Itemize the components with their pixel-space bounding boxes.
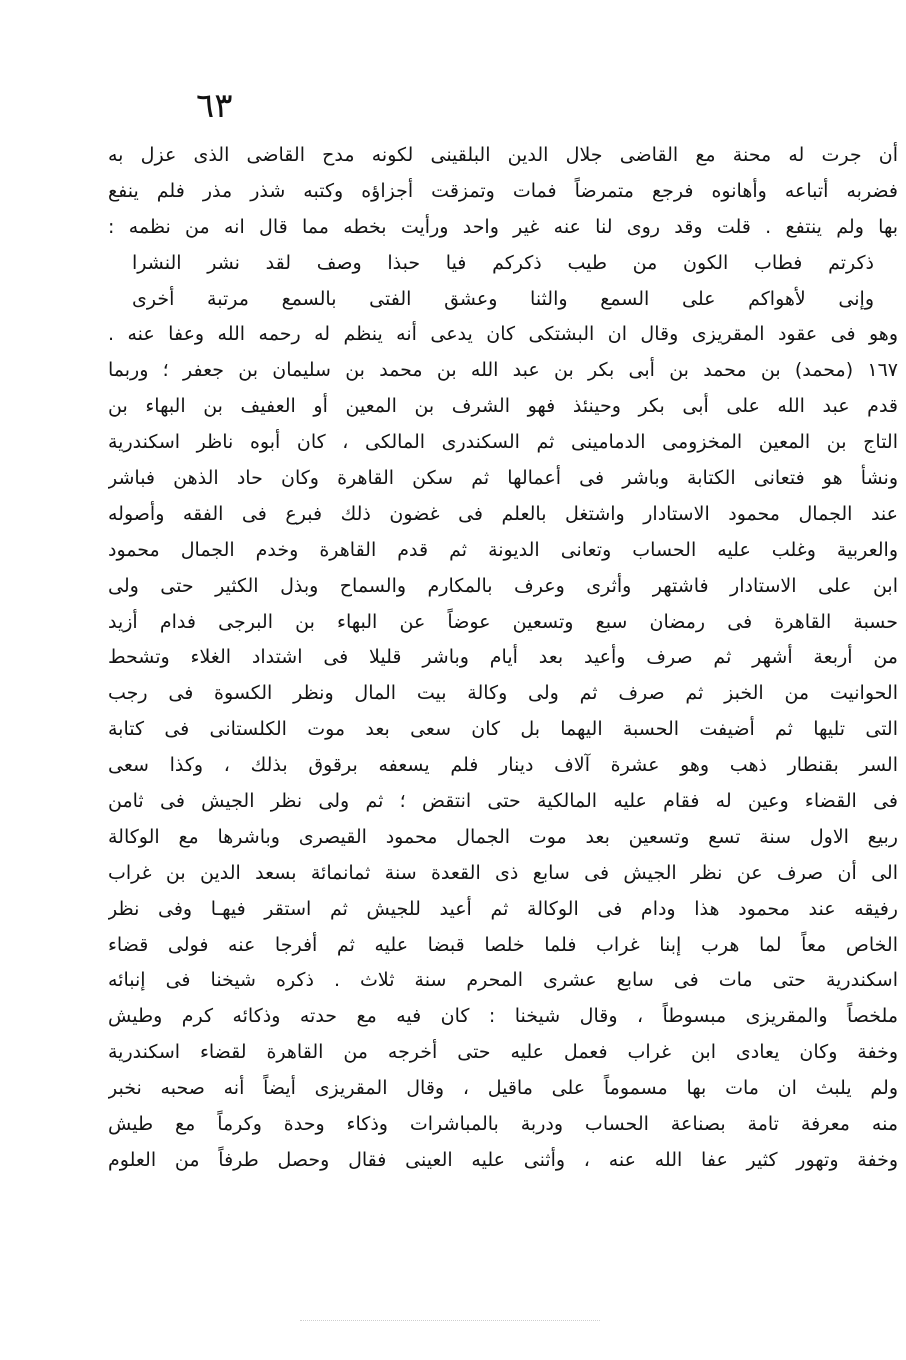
text-line: والعربية وغلب عليه الحساب وتعانى الديونة ثم قدم القاهرة وخدم الجمال محمود <box>108 538 898 561</box>
text-line: التاج بن المعين المخزومى الدمامينى ثم السكندرى المالكى ، كان أبوه ناظر اسكندرية <box>108 431 898 454</box>
text-line: وخفة وكان يعادى ابن غراب فعمل عليه حتى أخرجه من القاهرة لقضاء اسكندرية <box>108 1041 898 1064</box>
verse-line: وإنى لأهواكم على السمع والثنا وعشق الفتى بالسمع مرتبة أخرى <box>132 287 874 310</box>
text-line: حسبة القاهرة فى رمضان سبع وتسعين عوضاً عن البهاء بن البرجى فدام أزيد <box>108 610 898 633</box>
entry-heading-line: ١٦٧ (محمد) بن محمد بن أبى بكر بن عبد الله بن محمد بن سليمان بن جعفر ؛ وربما <box>108 359 898 382</box>
text-line: ابن على الاستادار فاشتهر وأثرى وعرف بالمكارم والسماح وبذل الكثير حتى ولى <box>108 574 898 597</box>
verse-line: ذكرتم فطاب الكون من طيب ذكركم فيا حبذا وصف لقد نشر النشرا <box>132 251 874 274</box>
text-line: وهو فى عقود المقريزى وقال ان البشتكى كان يدعى أنه ينظم له رحمه الله وعفا عنه . <box>108 323 898 346</box>
text-line: رفيقه عند محمود هذا ودام فى الوكالة ثم أعيد للجيش ثم استقر فيهـا وفى نظر <box>108 897 898 920</box>
text-line: التى تليها ثم أضيفت الحسبة اليهما بل كان سعى بعد موت الكلستانى فى كتابة <box>108 718 898 741</box>
text-line: الخاص معاً لما هرب إبنا غراب فلما خلصا قبضا عليه ثم أفرجا عنه فولى قضاء <box>108 933 898 956</box>
text-line: الحوانيت من الخبز ثم صرف ثم ولى وكالة بيت المال ونظر الكسوة فى رجب <box>108 682 898 705</box>
text-line: فى القضاء وعين له فقام عليه المالكية حتى انتقض ؛ ثم ولى نظر الجيش فى ثامن <box>108 790 898 813</box>
page-number: ٦٣ <box>196 86 233 126</box>
text-line: ربيع الاول سنة تسع وتسعين بعد موت الجمال محمود القيصرى وباشرها مع الوكالة <box>108 825 898 848</box>
arabic-text-body <box>108 138 898 1179</box>
text-line: عند الجمال محمود الاستادار واشتغل بالعلم فى غضون ذلك فبرع فى الفقه وأصوله <box>108 502 898 525</box>
text-line: منه معرفة تامة بصناعة الحساب ودربة بالمباشرات وذكاء وحدة وكرماً مع طيش <box>108 1113 898 1136</box>
scan-edge-mark <box>300 1320 600 1322</box>
text-line: السر بقنطار ذهب وهو عشرة آلاف دينار فلم يسعفه برقوق بذلك ، وكذا سعى <box>108 754 898 777</box>
text-line: الى أن صرف عن نظر الجيش فى سابع ذى القعدة سنة ثمانمائة بسعد الدين بن غراب <box>108 861 898 884</box>
text-line: أن جرت له محنة مع القاضى جلال الدين البلقينى لكونه مدح القاضى الذى عزل به <box>108 144 898 166</box>
text-line: بها ولم ينتفع . قلت وقد روى لنا عنه غير واحد ورأيت بخطه مما قال انه من نظمه : <box>108 215 898 238</box>
text-line: قدم عبد الله على أبى بكر وحينئذ فهو الشرف بن المعين أو العفيف بن البهاء بن <box>108 395 898 418</box>
text-line: من أربعة أشهر ثم صرف وأعيد بعد أيام وباشر قليلا فى اشتداد الغلاء وتشحط <box>108 646 898 669</box>
text-line: اسكندرية حتى مات فى سابع عشرى المحرم سنة ثلاث . ذكره شيخنا فى إنبائه <box>108 969 898 992</box>
text-line: ملخصاً والمقريزى مبسوطاً ، وقال شيخنا : كان فيه مع حدته وذكائه كرم وطيش <box>108 1005 898 1028</box>
text-line: فضربه أتباعه وأهانوه فرجع متمرضاً فمات وتمزقت أجزاؤه وكتبه شذر مذر فلم ينفع <box>108 179 898 202</box>
text-line: ونشأ هو فتعانى الكتابة وباشر فى أعمالها ثم سكن القاهرة وكان حاد الذهن فباشر <box>108 467 898 490</box>
text-line: وخفة وتهور كثير عفا الله عنه ، وأثنى عليه العينى فقال وحصل طرفاً من العلوم <box>108 1148 898 1171</box>
text-line: ولم يلبث ان مات بها مسموماً على ماقيل ، وقال المقريزى أيضاً أنه صحبه نخبر <box>108 1077 898 1100</box>
